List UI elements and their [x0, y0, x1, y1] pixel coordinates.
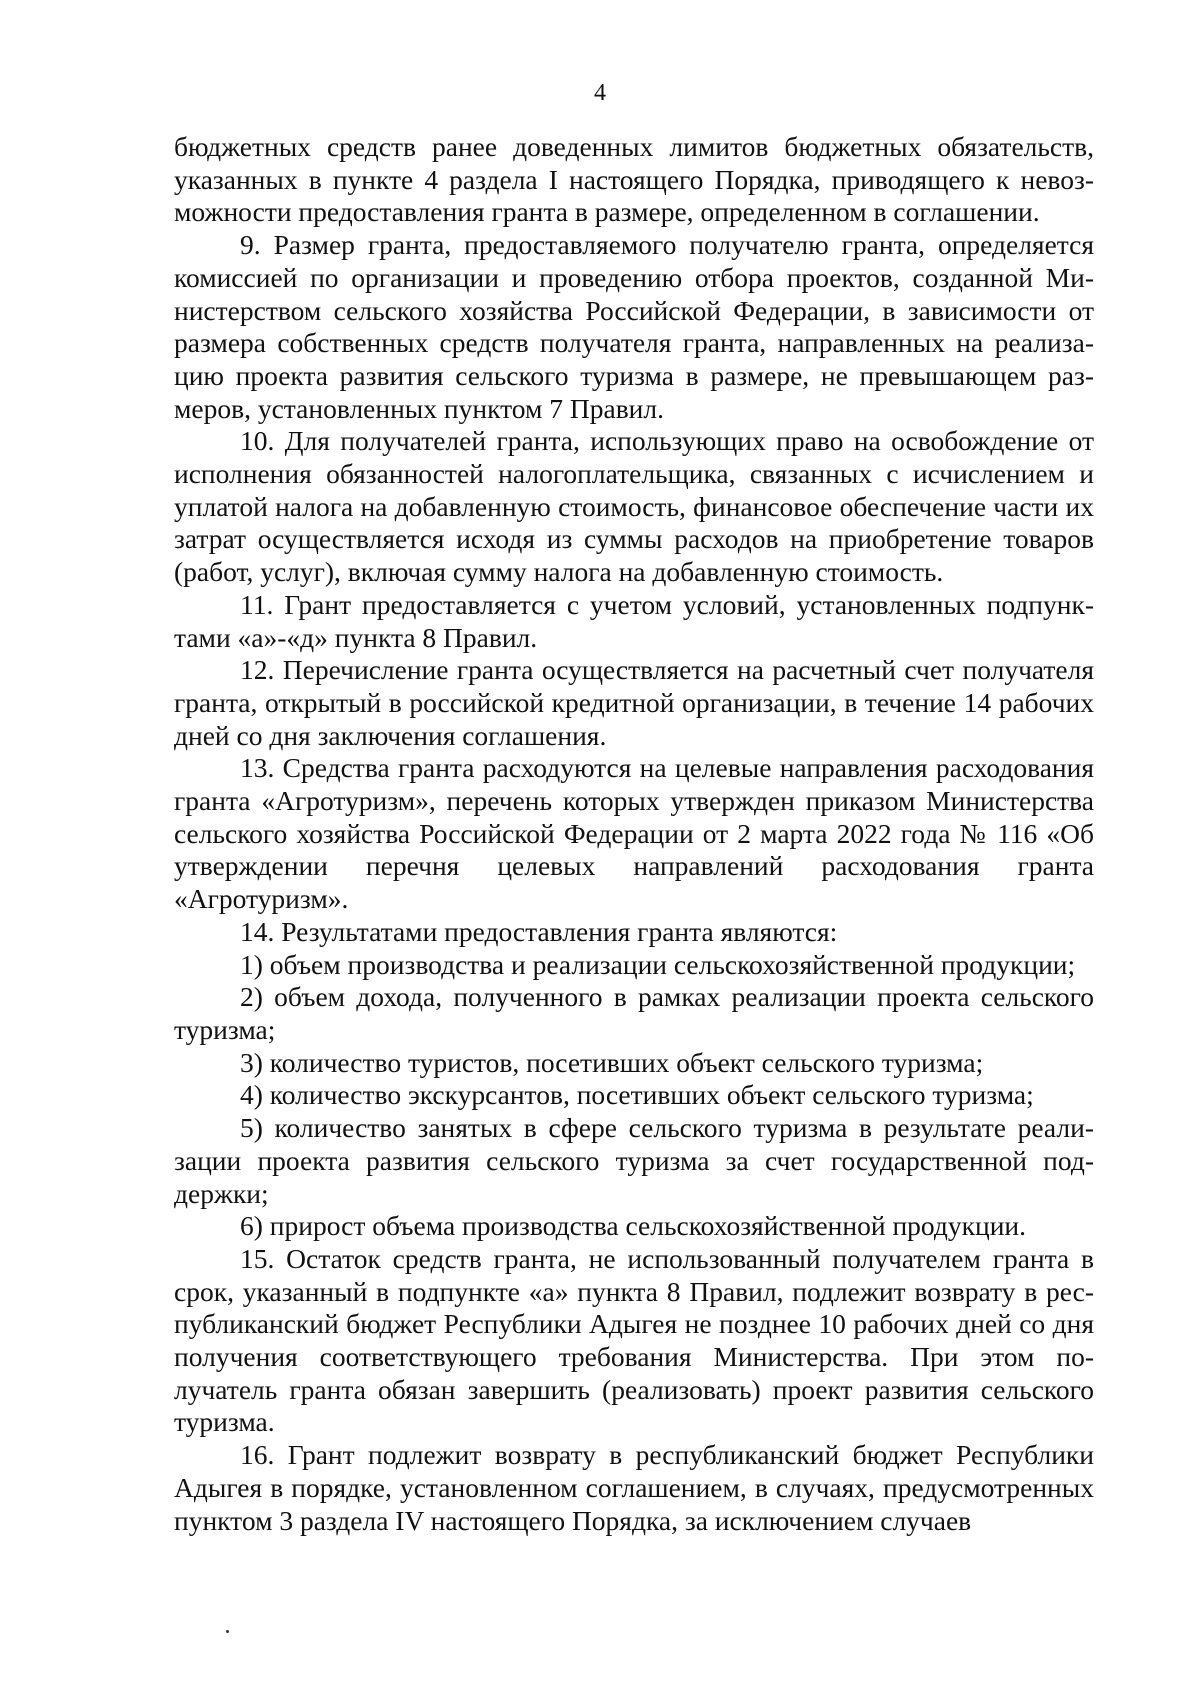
list-item-5: 5) количество занятых в сфере сельского туризма в результате реализации проекта развития сельского туризма за счет государственной поддержки;	[174, 1112, 1094, 1209]
paragraph-9: 9. Размер гранта, предоставляемого получателю гранта, определяется комиссией по организации и проведению отбора проектов, созданной Министерством сельского хозяйства Российской Федерации, в зависимости от размера собственных средств получателя гранта, направленных на реализацию проекта развития сельского туризма в размере, не превышающем размеров, установленных пунктом 7 Правил.	[174, 229, 1094, 424]
list-item-4: 4) количество экскурсантов, посетивших объект сельского туризма;	[240, 1079, 1034, 1111]
paragraph-14: 14. Результатами предоставления гранта являются:	[240, 915, 838, 947]
page-number: 4	[594, 80, 606, 106]
paragraph-10: 10. Для получателей гранта, использующих право на освобождение от исполнения обязанностей налогоплательщика, связанных с исчислением и уплатой налога на добавленную стоимость, финансовое обеспечение части их затрат осуществляется исходя из суммы расходов на приобретение товаров (работ, услуг), включая сумму налога на добавленную стоимость.	[174, 425, 1094, 588]
document-body	[174, 131, 1094, 1537]
list-item-1: 1) объем производства и реализации сельскохозяйственной продукции;	[240, 948, 1076, 980]
scan-speck	[226, 1630, 229, 1633]
list-item-3: 3) количество туристов, посетивших объект сельского туризма;	[240, 1046, 984, 1078]
paragraph-continuation: бюджетных средств ранее доведенных лимитов бюджетных обязательств, указанных в пункте 4 раздела I настоящего Порядка, приводящего к невозможности предоставления гранта в размере, определенном в соглашении.	[174, 131, 1094, 228]
paragraph-15: 15. Остаток средств гранта, не использованный получателем гранта в срок, указанный в подпункте «а» пункта 8 Правил, подлежит возврату в республиканский бюджет Республики Адыгея не позднее 10 рабочих дней со дня получения соответствующего требования Министерства. При этом получатель гранта обязан завершить (реализовать) проект развития сельского туризма.	[174, 1242, 1094, 1438]
paragraph-16: 16. Грант подлежит возврату в республиканский бюджет Республики Адыгея в порядке, установленном соглашением, в случаях, предусмотренных пунктом 3 раздела IV настоящего Порядка, за исключением случаев	[174, 1439, 1094, 1536]
list-item-2: 2) объем дохода, полученного в рамках реализации проекта сельского туризма;	[174, 981, 1094, 1045]
paragraph-12: 12. Перечисление гранта осуществляется на расчетный счет получателя гранта, открытый в российской кредитной организации, в течение 14 рабочих дней со дня заключения соглашения.	[174, 654, 1094, 751]
paragraph-13: 13. Средства гранта расходуются на целевые направления расходования гранта «Агротуризм», перечень которых утвержден приказом Министерства сельского хозяйства Российской Федерации от 2 марта 2022 года № 116 «Об утверждении перечня целевых направлений расходования гранта «Агротуризм».	[174, 752, 1094, 915]
paragraph-11: 11. Грант предоставляется с учетом условий, установленных подпунктами «а»-«д» пункта 8 Правил.	[174, 588, 1094, 653]
list-item-6: 6) прирост объема производства сельскохозяйственной продукции.	[240, 1210, 1027, 1242]
